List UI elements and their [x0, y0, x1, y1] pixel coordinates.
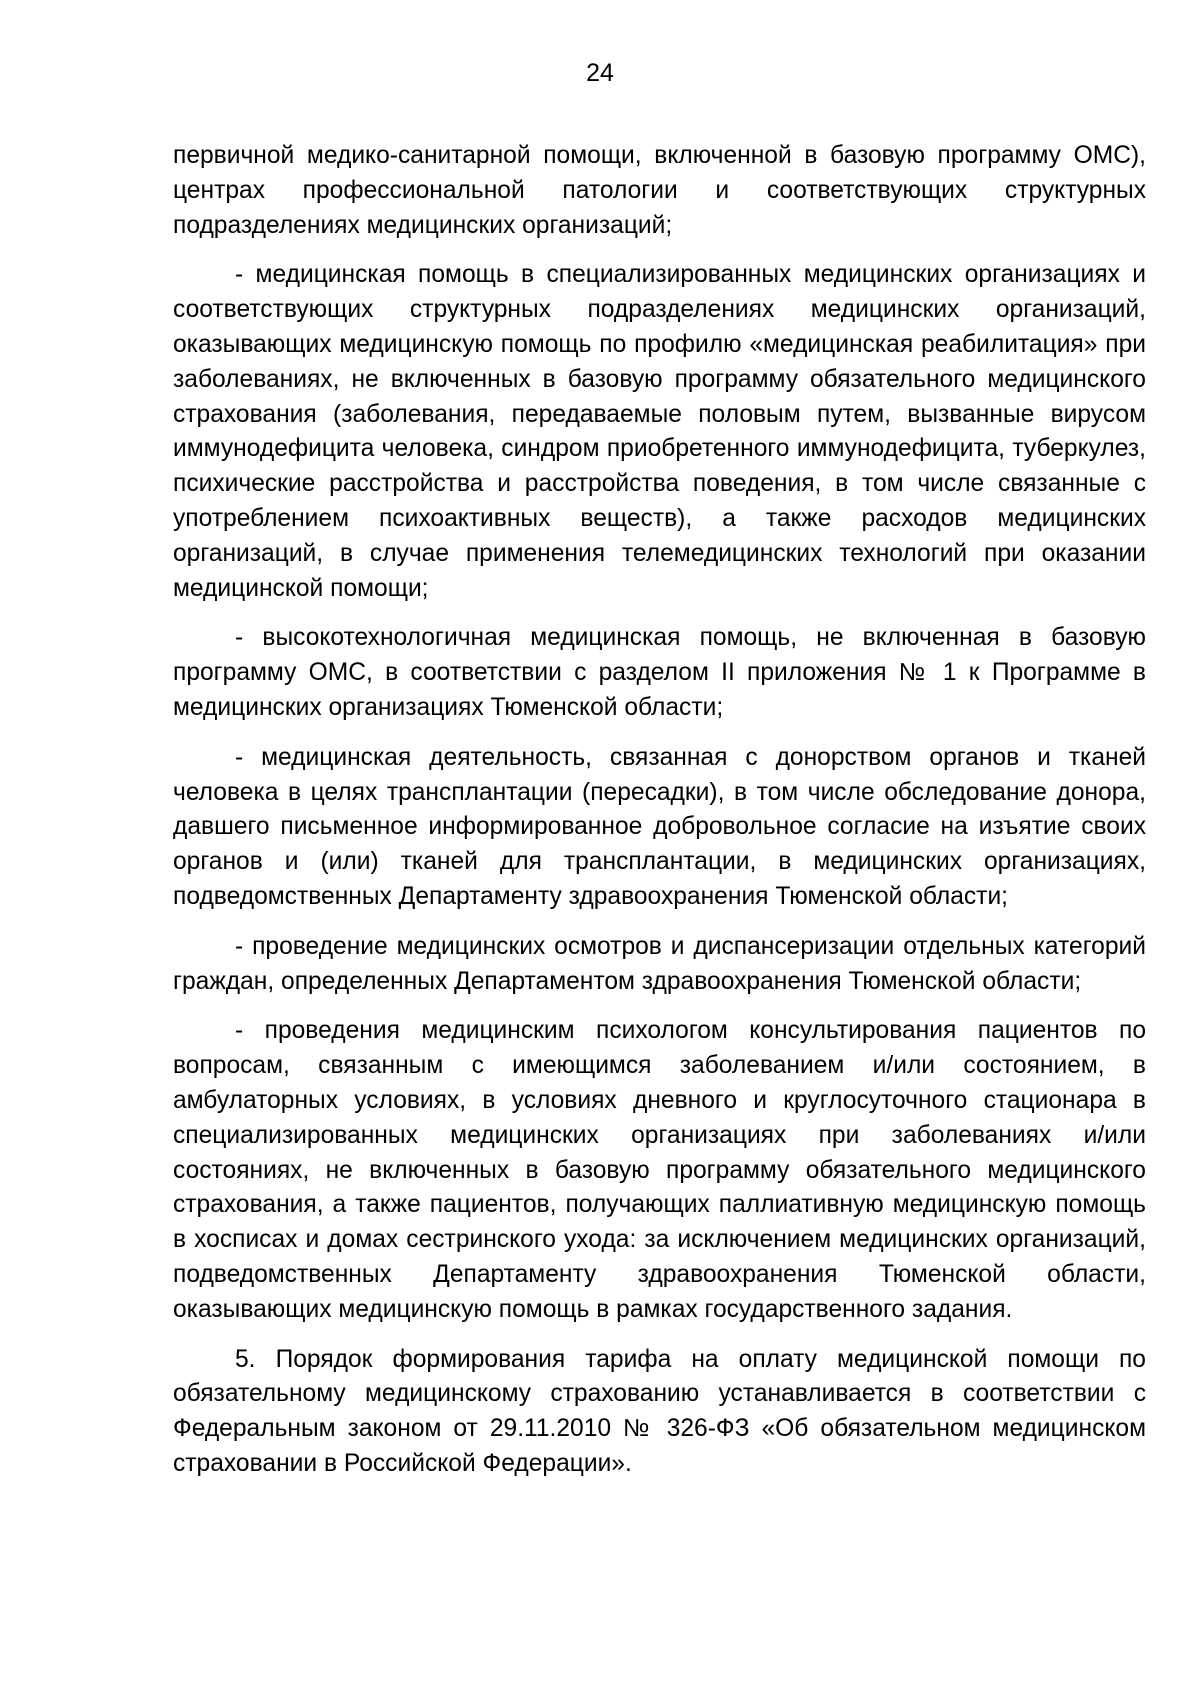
- paragraph-medical-examinations: - проведение медицинских осмотров и диспансеризации отдельных категорий граждан, определенных Департаментом здравоохранения Тюменской области;: [173, 932, 1146, 995]
- document-body: [173, 139, 1146, 1497]
- paragraph-high-tech-care: - высокотехнологичная медицинская помощь, не включенная в базовую программу ОМС, в соответствии с разделом II приложения № 1 к Программе в медицинских организациях Тюменской области;: [173, 624, 1146, 721]
- page-number: 24: [586, 59, 614, 87]
- paragraph-organ-donation: - медицинская деятельность, связанная с донорством органов и тканей человека в целях трансплантации (пересадки), в том числе обследование донора, давшего письменное информированное добровольное согласие на изъятие своих органов и (или) тканей для трансплантации, в медицинских организациях, подведомственных Департаменту здравоохранения Тюменской области;: [173, 743, 1146, 910]
- paragraph-psychologist-consulting: - проведения медицинским психологом консультирования пациентов по вопросам, связанным с имеющимся заболеванием и/или состоянием, в амбулаторных условиях, в условиях дневного и круглосуточного стационара в специализированных медицинских организациях при заболеваниях и/или состояниях, не включенных в базовую программу обязательного медицинского страхования, а также пациентов, получающих паллиативную медицинскую помощь в хосписах и домах сестринского ухода: за исключением медицинских организаций, подведомственных Департаменту здравоохранения Тюменской области, оказывающих медицинскую помощь в рамках государственного задания.: [173, 1017, 1146, 1323]
- paragraph-tariff-procedure: 5. Порядок формирования тарифа на оплату медицинской помощи по обязательному медицинскому страхованию устанавливается в соответствии с Федеральным законом от 29.11.2010 № 326-ФЗ «Об обязательном медицинском страховании в Российской Федерации».: [173, 1345, 1146, 1477]
- paragraph-rehabilitation: - медицинская помощь в специализированных медицинских организациях и соответствующих структурных подразделениях медицинских организаций, оказывающих медицинскую помощь по профилю «медицинская реабилитация» при заболеваниях, не включенных в базовую программу обязательного медицинского страхования (заболевания, передаваемые половым путем, вызванные вирусом иммунодефицита человека, синдром приобретенного иммунодефицита, туберкулез, психические расстройства и расстройства поведения, в том числе связанные с употреблением психоактивных веществ), а также расходов медицинских организаций, в случае применения телемедицинских технологий при оказании медицинской помощи;: [173, 261, 1146, 602]
- paragraph-continuation: первичной медико-санитарной помощи, включенной в базовую программу ОМС), центрах профессиональной патологии и соответствующих структурных подразделениях медицинских организаций;: [173, 142, 1146, 239]
